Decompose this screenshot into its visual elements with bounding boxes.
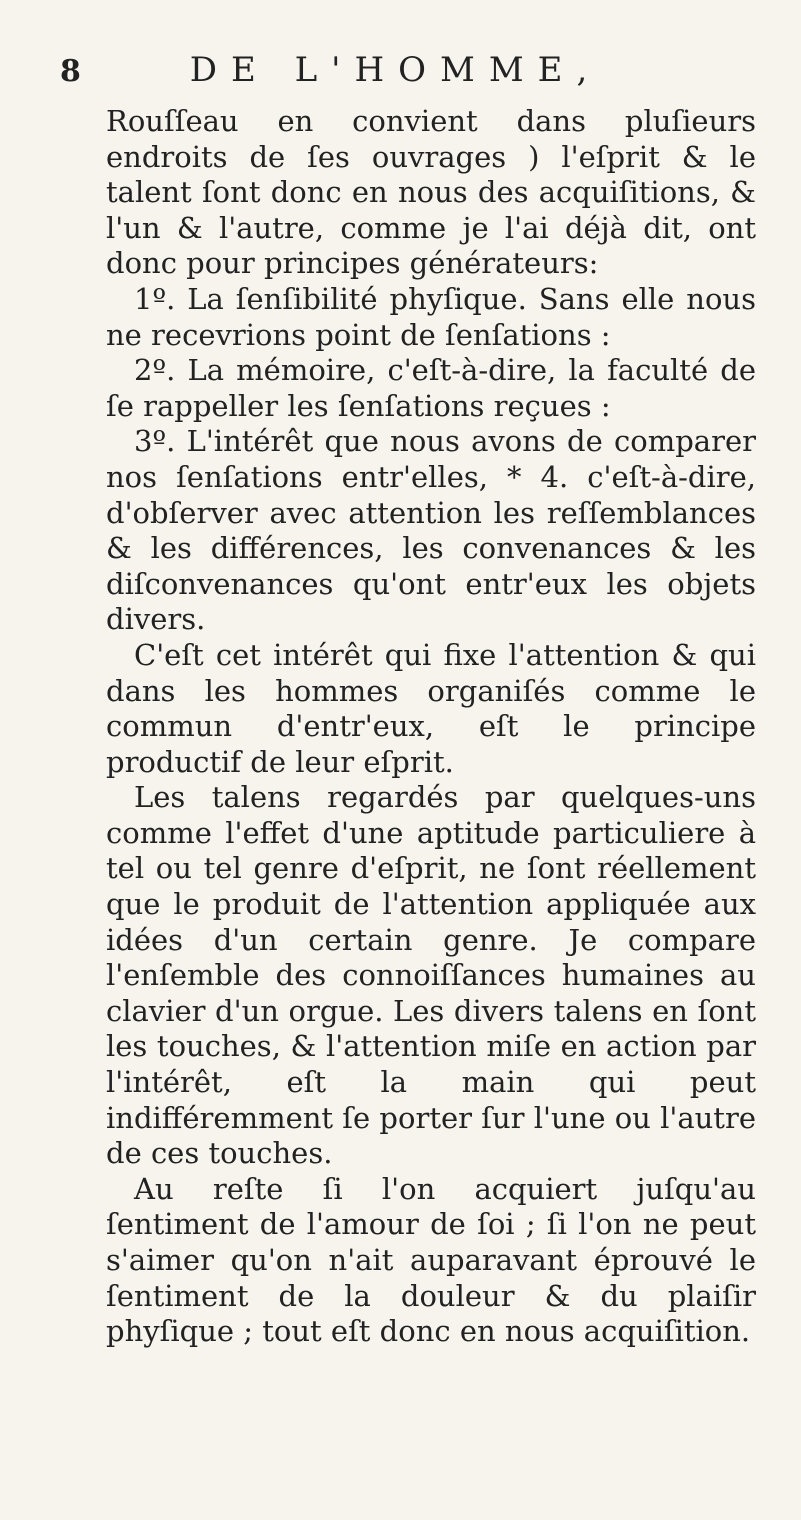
running-head: DE L'HOMME, [189,50,602,90]
paragraph: Les talens regardés par quelques-uns comme l'effet d'une aptitude particuliere à tel ou tel genre d'eſprit, ne ſont réellement que le produit de l'attention appliquée aux idées d'un certain genre. Je compare l'enſemble des connoiſſances humaines au clavier d'un orgue. Les divers talens en ſont les touches, & l'attention miſe en action par l'intérêt, eſt la main qui peut indifféremment ſe porter ſur l'une ou l'autre de ces touches. [106,780,756,1171]
paragraph: C'eſt cet intérêt qui fixe l'attention & qui dans les hommes organiſés comme le commun d'entr'eux, eſt le principe productif de leur eſprit. [106,637,756,779]
page-header [60,50,731,96]
paragraph: 2º. La mémoire, c'eſt-à-dire, la faculté de ſe rappeller les ſenſations reçues : [106,353,756,423]
paragraph: Rouſſeau en convient dans pluſieurs endroits de ſes ouvrages ) l'eſprit & le talent ſont donc en nous des acquiſitions, & l'un & l'autre, comme je l'ai déjà dit, ont donc pour principes générateurs: [106,104,756,281]
paragraph: Au reſte ſi l'on acquiert juſqu'au ſentiment de l'amour de ſoi ; ſi l'on ne peut s'aimer qu'on n'ait auparavant éprouvé le ſentiment de la douleur & du plaiſir phyſique ; tout eſt donc en nous acquiſition. [106,1171,756,1349]
page-number: 8 [60,54,81,89]
paragraph: 1º. La ſenſibilité phyſique. Sans elle nous ne recevrions point de ſenſations : [106,281,756,352]
body-text [106,104,756,1350]
paragraph: 3º. L'intérêt que nous avons de comparer nos ſenſations entr'elles, * 4. c'eſt-à-dire, d'obſerver avec attention les reſſemblances & les différences, les convenances & les diſconvenances qu'ont entr'eux les objets divers. [106,424,756,637]
